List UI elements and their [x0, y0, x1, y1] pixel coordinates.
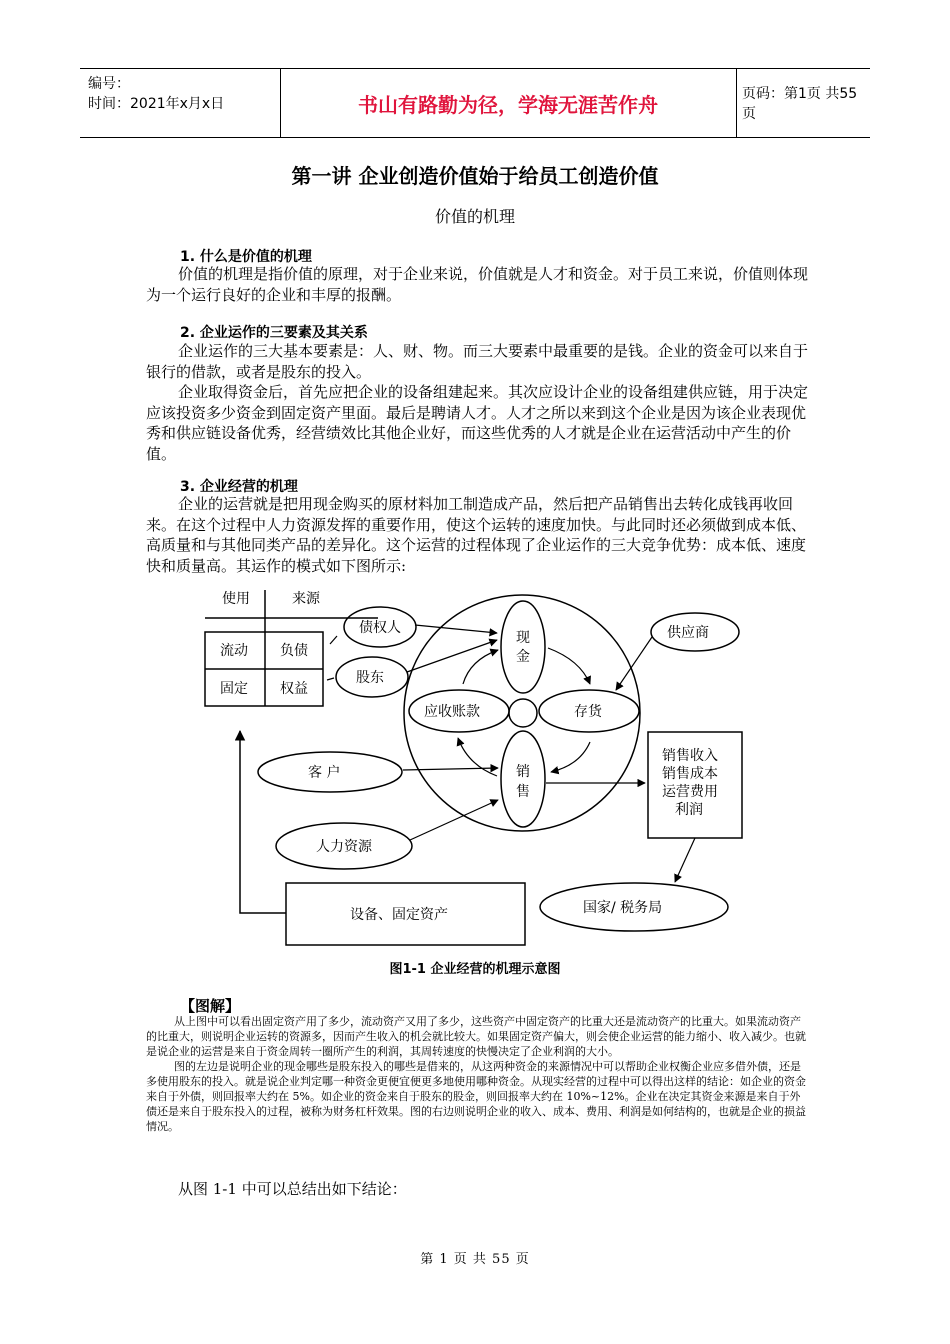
paragraph: 从上图中可以看出固定资产用了多少，流动资产又用了多少，这些资产中固定资产的比重大还是流动资产的比重大。如果流动资产的比重大，则说明企业运转的资源多，因而产生收入的机会就比较大。如果固定资产偏大，则会使企业运营的能力缩小、收入减少。也就是说企业的运营是来自于资金周转一圈所产生的利润，其周转速度的快慢决定了企业利润的大小。 — [146, 1015, 806, 1058]
paragraph: 企业的运营就是把用现金购买的原材料加工制造成产品，然后把产品销售出去转化成钱再收回来。在这个过程中人力资源发挥的重要作用，使这个运转的速度加快。与此同时还必须做到成本低、高质量和与其他同类产品的差异化。这个运营的过程体现了企业运作的三大竞争优势：成本低、速度快和质量高。其运作的模式如下图所示: — [146, 495, 807, 575]
diagram-receivable-label: 应收账款 — [424, 704, 480, 720]
diagram-result-line: 利润 — [675, 802, 703, 818]
paragraph: 企业运作的三大基本要素是：人、财、物。而三大要素中最重要的是钱。企业的资金可以来自于银行的借款，或者是股东的投入。 — [146, 342, 809, 381]
diagram-supplier-label: 供应商 — [667, 625, 709, 641]
paragraph: 图的左边是说明企业的现金哪些是股东投入的哪些是借来的，从这两种资金的来源情况中可以帮助企业权衡企业应多借外债，还是多使用股东的投入。就是说企业判定哪一种资金更便宜便更多地使用哪种资金。从现实经营的过程中可以得出这样的结论：如企业的资金来自于外债，则回报率大约在 5%。如企业的资金来自于股东的股金，则回报率大约在 10%~12%。企业在决定其资金来源是来自于外债还是来自于股东投入的过程，被称为财务杠杆效果。图的右边则说明企业的收入、成本、费用、利润是如何结构的，也就是企业的损益情况。 — [146, 1060, 806, 1133]
diagram-customer-label: 客 户 — [308, 765, 341, 781]
diagram-result-line: 销售成本 — [662, 766, 718, 782]
diagram-result-line: 销售收入 — [662, 748, 718, 764]
section-heading-2: 2. 企业运作的三要素及其关系 — [180, 325, 368, 341]
diagram-equipment-label: 设备、固定资产 — [350, 907, 448, 923]
diagram-equity-label: 权益 — [280, 681, 308, 697]
section-heading-3: 3. 企业经营的机理 — [180, 479, 298, 495]
number-label: 编号： — [88, 76, 130, 92]
paragraph: 企业取得资金后，首先应把企业的设备组建起来。其次应设计企业的设备组建供应链，用于决定应该投资多少资金到固定资产里面。最后是聘请人才。人才之所以来到这个企业是因为该企业表现优秀和供应链设备优秀，经营绩效比其他企业好，而这些优秀的人才就是企业在运营活动中产生的价值。 — [146, 383, 809, 463]
section-heading-1: 1. 什么是价值的机理 — [180, 249, 312, 265]
figure-caption: 图1-1 企业经营的机理示意图 — [389, 962, 561, 977]
diagram-source-label: 来源 — [292, 591, 320, 607]
diagram-tax-label: 国家/ 税务局 — [583, 900, 663, 916]
page-label: 页码：第1页 共55页 — [742, 86, 858, 122]
paragraph: 价值的机理是指价值的原理，对于企业来说，价值就是人才和资金。对于员工来说，价值则体现为一个运行良好的企业和丰厚的报酬。 — [146, 265, 809, 304]
diagram-shareholder-label: 股东 — [356, 670, 384, 686]
diagram-flow-label: 流动 — [220, 643, 248, 659]
diagram-creditor-label: 债权人 — [359, 620, 401, 636]
diagram-hr-label: 人力资源 — [316, 839, 372, 855]
explanation-body — [146, 1014, 808, 1134]
diagram-sales-char: 销 — [516, 764, 530, 780]
page-subtitle: 价值的机理 — [434, 207, 515, 226]
diagram-inventory-label: 存货 — [574, 704, 602, 720]
diagram-fixed-label: 固定 — [220, 681, 248, 697]
diagram-use-label: 使用 — [222, 591, 250, 607]
page-title: 第一讲 企业创造价值始于给员工创造价值 — [291, 164, 659, 188]
conclusion-line: 从图 1-1 中可以总结出如下结论： — [178, 1180, 407, 1198]
diagram-cash-char: 金 — [516, 649, 530, 665]
time-label: 时间：2021年x月x日 — [88, 96, 225, 112]
motto: 书山有路勤为径，学海无涯苦作舟 — [280, 69, 737, 137]
diagram-cash-char: 现 — [516, 630, 530, 646]
diagram-debt-label: 负债 — [280, 643, 308, 659]
diagram-result-line: 运营费用 — [662, 784, 718, 800]
explanation-heading: 【图解】 — [180, 997, 241, 1015]
diagram-sales-char: 售 — [516, 784, 530, 800]
page-footer: 第 1 页 共 55 页 — [420, 1252, 530, 1267]
